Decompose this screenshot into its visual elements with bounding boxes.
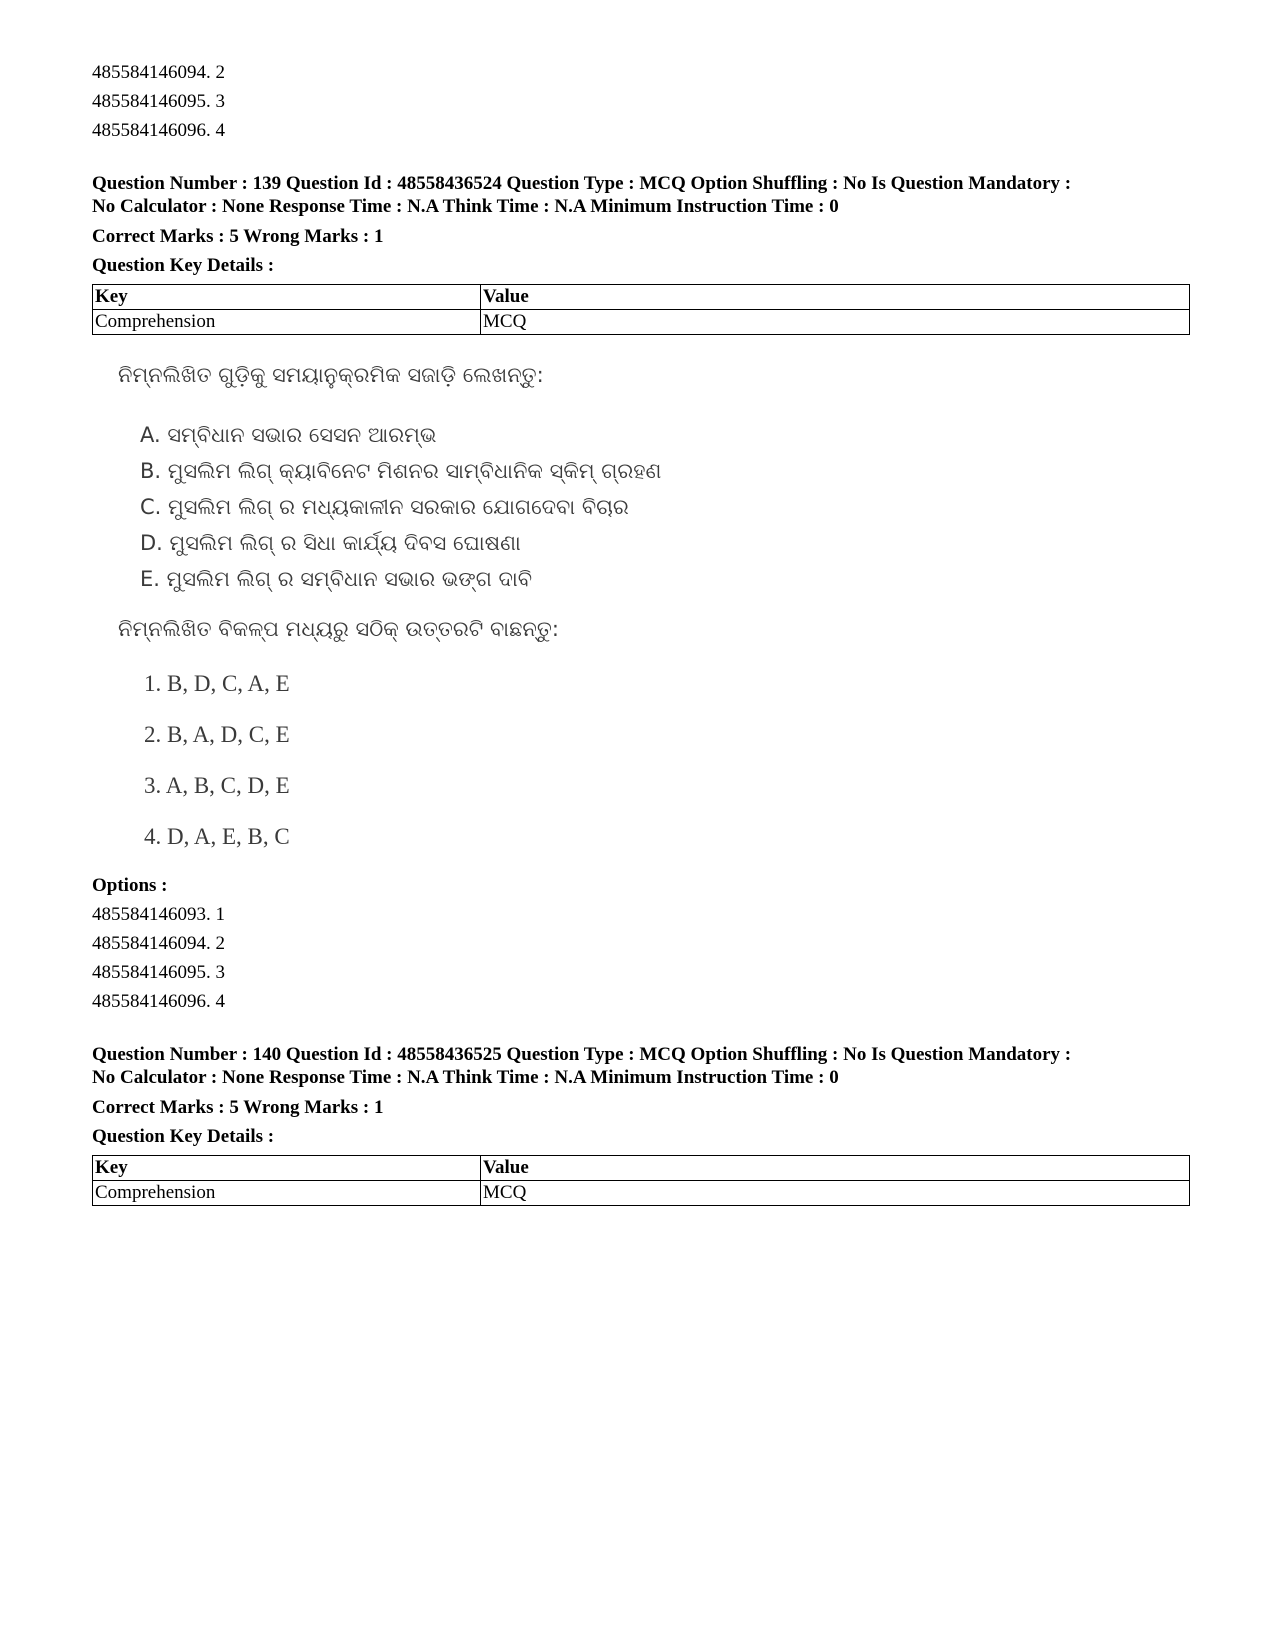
option-line: 485584146096. 4: [92, 991, 225, 1012]
key-details-label: Question Key Details :: [92, 255, 275, 276]
previous-options: [92, 58, 1190, 145]
table-row: [93, 1181, 1190, 1206]
option-line: 485584146096. 4: [92, 120, 225, 141]
marks-line: Correct Marks : 5 Wrong Marks : 1: [92, 1097, 384, 1118]
table-header-value: Value: [481, 285, 1190, 310]
statement-b: B. ମୁସଲିମ ଲିଗ୍ କ୍ୟାବିନେଟ ମିଶନର ସାମ୍ବିଧାନିକ ସ୍କିମ୍ ଗ୍ରହଣ: [140, 459, 662, 483]
question-header: [92, 1043, 1190, 1089]
option-line: 485584146095. 3: [92, 962, 225, 983]
table-header-value: Value: [481, 1156, 1190, 1181]
option-line: 485584146094. 2: [92, 933, 225, 954]
table-cell-key: Comprehension: [93, 310, 481, 335]
table-row: [93, 310, 1190, 335]
statement-a: A. ସମ୍ବିଧାନ ସଭାର ସେସନ ଆରମ୍ଭ: [140, 423, 437, 447]
question-139: [92, 172, 1190, 1016]
key-details-table: [92, 284, 1190, 335]
question-140: [92, 1043, 1190, 1206]
options-label: Options :: [92, 875, 168, 896]
key-details-label: Question Key Details :: [92, 1126, 275, 1147]
question-header-line-2: No Calculator : None Response Time : N.A Think Time : N.A Minimum Instruction Time : 0: [92, 196, 839, 217]
key-details-table: [92, 1155, 1190, 1206]
question-header-line-1: Question Number : 139 Question Id : 48558436524 Question Type : MCQ Option Shuffling : No Is Question Mandatory :: [92, 173, 1072, 194]
option-line: 485584146093. 1: [92, 904, 225, 925]
question-header-line-1: Question Number : 140 Question Id : 48558436525 Question Type : MCQ Option Shuffling : No Is Question Mandatory :: [92, 1044, 1072, 1065]
table-cell-value: MCQ: [481, 310, 1190, 335]
table-header-key: Key: [93, 285, 481, 310]
question-header-line-2: No Calculator : None Response Time : N.A Think Time : N.A Minimum Instruction Time : 0: [92, 1067, 839, 1088]
options-list: [92, 900, 1190, 1016]
marks-line: Correct Marks : 5 Wrong Marks : 1: [92, 226, 384, 247]
statement-d: D. ମୁସଲିମ ଲିଗ୍ ର ସିଧା କାର୍ଯ୍ୟ ଦିବସ ଘୋଷଣା: [140, 531, 521, 555]
option-line: 485584146094. 2: [92, 62, 225, 83]
choose-prompt: ନିମ୍ନଲିଖିତ ବିକଳ୍ପ ମଧ୍ୟରୁ ସଠିକ୍ ଉତ୍ତରଟି ବାଛନ୍ତୁ:: [118, 617, 559, 641]
question-header: [92, 172, 1190, 218]
table-cell-key: Comprehension: [93, 1181, 481, 1206]
table-cell-value: MCQ: [481, 1181, 1190, 1206]
question-prompt: ନିମ୍ନଲିଖିତ ଗୁଡ଼ିକୁ ସମୟାନୁକ୍ରମିକ ସଜାଡ଼ି ଲେଖନ୍ତୁ:: [118, 363, 544, 387]
document-page: [92, 58, 1190, 1206]
statement-e: E. ମୁସଲିମ ଲିଗ୍ ର ସମ୍ବିଧାନ ସଭାର ଭଙ୍ଗ ଦାବି: [140, 567, 533, 591]
choice-1: 1. B, D, C, A, E: [144, 671, 290, 696]
option-line: 485584146095. 3: [92, 91, 225, 112]
question-image: [118, 355, 662, 895]
table-header-row: [93, 1156, 1190, 1181]
table-header-key: Key: [93, 1156, 481, 1181]
choice-2: 2. B, A, D, C, E: [144, 722, 290, 747]
choice-4: 4. D, A, E, B, C: [144, 824, 290, 849]
choice-3: 3. A, B, C, D, E: [144, 773, 290, 798]
statement-c: C. ମୁସଲିମ ଲିଗ୍ ର ମଧ୍ୟକାଳୀନ ସରକାର ଯୋଗଦେବା ବିଚାର: [140, 495, 629, 519]
table-header-row: [93, 285, 1190, 310]
